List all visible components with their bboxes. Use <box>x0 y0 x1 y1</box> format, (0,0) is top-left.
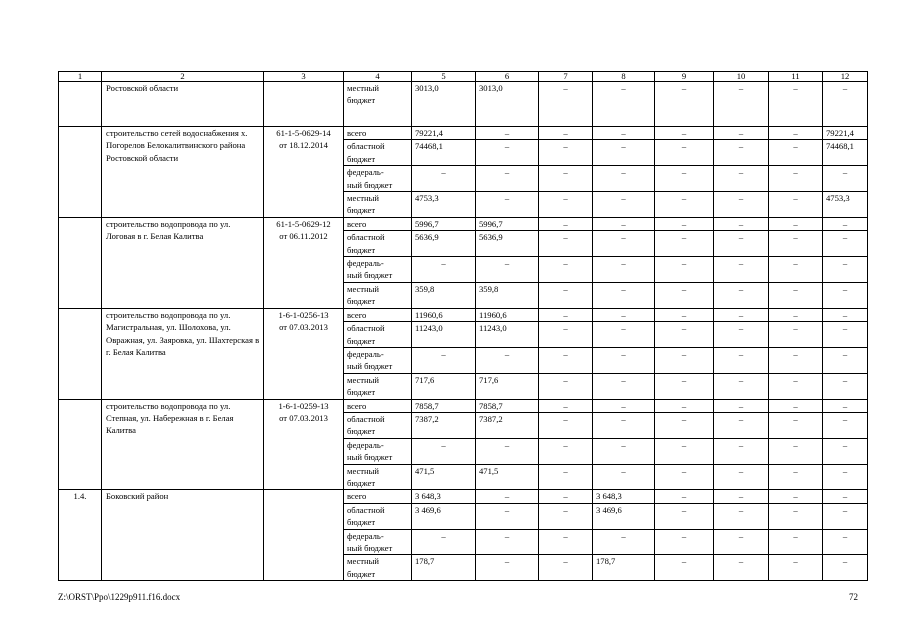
value-cell: 471,5 <box>476 464 539 490</box>
value-cell: – <box>412 347 476 373</box>
value-cell: – <box>539 308 593 321</box>
value-cell: – <box>655 140 714 166</box>
funding-source: федераль- ный бюджет <box>344 257 412 283</box>
value-cell: – <box>655 257 714 283</box>
funding-source: всего <box>344 308 412 321</box>
funding-source: всего <box>344 127 412 140</box>
value-cell: – <box>823 322 868 348</box>
funding-source: федераль- ный бюджет <box>344 347 412 373</box>
value-cell: – <box>769 82 823 127</box>
value-cell: – <box>539 529 593 555</box>
value-cell: – <box>823 308 868 321</box>
value-cell: 3 469,6 <box>593 503 655 529</box>
value-cell: 79221,4 <box>823 127 868 140</box>
value-cell: – <box>539 127 593 140</box>
value-cell: – <box>476 529 539 555</box>
funding-source: местный бюджет <box>344 555 412 581</box>
budget-table <box>58 71 868 581</box>
value-cell: – <box>769 438 823 464</box>
funding-source: местный бюджет <box>344 192 412 218</box>
value-cell: – <box>769 192 823 218</box>
object-name: строительство водопровода по ул. Логовая в г. Белая Калитва <box>102 217 264 308</box>
value-cell: – <box>593 464 655 490</box>
header-row <box>59 72 868 82</box>
value-cell: 359,8 <box>476 282 539 308</box>
funding-source: местный бюджет <box>344 464 412 490</box>
column-header: 8 <box>593 72 655 82</box>
value-cell: – <box>655 217 714 230</box>
value-cell: 717,6 <box>412 373 476 399</box>
value-cell: – <box>655 322 714 348</box>
value-cell: – <box>539 231 593 257</box>
value-cell: – <box>539 217 593 230</box>
column-header: 7 <box>539 72 593 82</box>
value-cell: – <box>476 503 539 529</box>
value-cell: 5636,9 <box>476 231 539 257</box>
value-cell: 11960,6 <box>412 308 476 321</box>
value-cell: – <box>823 373 868 399</box>
value-cell: 11243,0 <box>412 322 476 348</box>
value-cell: – <box>593 308 655 321</box>
column-header: 9 <box>655 72 714 82</box>
value-cell: – <box>593 529 655 555</box>
value-cell: – <box>714 322 769 348</box>
column-header: 10 <box>714 72 769 82</box>
document-number <box>264 82 344 127</box>
funding-source: местный бюджет <box>344 282 412 308</box>
item-number: 1.4. <box>59 490 102 581</box>
value-cell: – <box>655 503 714 529</box>
value-cell: – <box>655 399 714 412</box>
value-cell: – <box>769 127 823 140</box>
column-header: 1 <box>59 72 102 82</box>
value-cell: – <box>539 490 593 503</box>
object-name: строительство сетей водоснабжения х. Погорелов Белокалитвинского района Ростовской области <box>102 127 264 218</box>
value-cell: – <box>714 464 769 490</box>
value-cell: 5636,9 <box>412 231 476 257</box>
item-number <box>59 127 102 218</box>
value-cell: – <box>539 464 593 490</box>
value-cell: – <box>714 282 769 308</box>
value-cell: 4753,3 <box>412 192 476 218</box>
value-cell: – <box>655 166 714 192</box>
funding-source: областной бюджет <box>344 503 412 529</box>
item-number <box>59 399 102 490</box>
value-cell: – <box>655 347 714 373</box>
value-cell: – <box>655 231 714 257</box>
value-cell: – <box>714 166 769 192</box>
value-cell: – <box>593 347 655 373</box>
value-cell: 5996,7 <box>476 217 539 230</box>
value-cell: – <box>714 257 769 283</box>
value-cell: – <box>476 192 539 218</box>
value-cell: – <box>714 347 769 373</box>
value-cell: – <box>655 555 714 581</box>
value-cell: 79221,4 <box>412 127 476 140</box>
value-cell: – <box>769 257 823 283</box>
value-cell: – <box>655 373 714 399</box>
value-cell: 178,7 <box>412 555 476 581</box>
value-cell: – <box>593 438 655 464</box>
value-cell: – <box>769 140 823 166</box>
value-cell: – <box>593 322 655 348</box>
value-cell: – <box>714 308 769 321</box>
value-cell: – <box>539 555 593 581</box>
funding-source: всего <box>344 490 412 503</box>
column-header: 12 <box>823 72 868 82</box>
value-cell: – <box>412 257 476 283</box>
table-row <box>59 82 868 127</box>
item-number <box>59 82 102 127</box>
value-cell: – <box>593 257 655 283</box>
value-cell: – <box>476 438 539 464</box>
column-header: 6 <box>476 72 539 82</box>
value-cell: – <box>476 555 539 581</box>
value-cell: – <box>769 464 823 490</box>
value-cell: – <box>539 282 593 308</box>
column-header: 2 <box>102 72 264 82</box>
value-cell: – <box>412 166 476 192</box>
value-cell: – <box>476 140 539 166</box>
value-cell: – <box>769 322 823 348</box>
value-cell: – <box>593 373 655 399</box>
value-cell: – <box>655 192 714 218</box>
value-cell: – <box>823 347 868 373</box>
value-cell: – <box>539 192 593 218</box>
value-cell: – <box>593 140 655 166</box>
value-cell: – <box>769 166 823 192</box>
value-cell: – <box>823 529 868 555</box>
value-cell: – <box>593 82 655 127</box>
column-header: 3 <box>264 72 344 82</box>
value-cell: 74468,1 <box>823 140 868 166</box>
object-name: строительство водопровода по ул. Степная, ул. Набережная в г. Белая Калитва <box>102 399 264 490</box>
value-cell: – <box>593 282 655 308</box>
value-cell: – <box>823 412 868 438</box>
value-cell: – <box>655 490 714 503</box>
table-row <box>59 308 868 321</box>
value-cell: – <box>476 347 539 373</box>
value-cell: – <box>476 166 539 192</box>
item-number <box>59 217 102 308</box>
value-cell: – <box>412 438 476 464</box>
value-cell: – <box>823 555 868 581</box>
funding-source: областной бюджет <box>344 231 412 257</box>
value-cell: – <box>655 82 714 127</box>
value-cell: – <box>823 217 868 230</box>
value-cell: – <box>769 308 823 321</box>
value-cell: – <box>714 192 769 218</box>
value-cell: – <box>769 529 823 555</box>
value-cell: – <box>714 373 769 399</box>
value-cell: – <box>714 503 769 529</box>
value-cell: – <box>539 438 593 464</box>
value-cell: – <box>655 412 714 438</box>
object-name: Боковский район <box>102 490 264 581</box>
funding-source: федераль- ный бюджет <box>344 529 412 555</box>
value-cell: – <box>539 399 593 412</box>
value-cell: – <box>714 82 769 127</box>
value-cell: – <box>714 412 769 438</box>
value-cell: – <box>593 217 655 230</box>
value-cell: 3 648,3 <box>412 490 476 503</box>
column-header: 5 <box>412 72 476 82</box>
value-cell: – <box>593 192 655 218</box>
value-cell: – <box>593 412 655 438</box>
value-cell: – <box>593 231 655 257</box>
document-number: 61-1-5-0629-14 от 18.12.2014 <box>264 127 344 218</box>
funding-source: федераль- ный бюджет <box>344 438 412 464</box>
item-number <box>59 308 102 399</box>
funding-source: областной бюджет <box>344 412 412 438</box>
funding-source: всего <box>344 399 412 412</box>
value-cell: 3 648,3 <box>593 490 655 503</box>
value-cell: 5996,7 <box>412 217 476 230</box>
value-cell: – <box>593 399 655 412</box>
value-cell: – <box>714 217 769 230</box>
value-cell: 717,6 <box>476 373 539 399</box>
value-cell: – <box>655 464 714 490</box>
value-cell: – <box>769 503 823 529</box>
value-cell: – <box>655 529 714 555</box>
funding-source: всего <box>344 217 412 230</box>
value-cell: 359,8 <box>412 282 476 308</box>
value-cell: 3013,0 <box>412 82 476 127</box>
value-cell: – <box>714 529 769 555</box>
value-cell: – <box>714 438 769 464</box>
value-cell: – <box>823 399 868 412</box>
value-cell: – <box>655 438 714 464</box>
value-cell: – <box>823 231 868 257</box>
value-cell: 11960,6 <box>476 308 539 321</box>
value-cell: 7387,2 <box>476 412 539 438</box>
value-cell: – <box>769 347 823 373</box>
value-cell: 3 469,6 <box>412 503 476 529</box>
value-cell: – <box>476 127 539 140</box>
table-row <box>59 490 868 503</box>
column-header: 11 <box>769 72 823 82</box>
value-cell: – <box>769 231 823 257</box>
value-cell: – <box>823 464 868 490</box>
value-cell: 178,7 <box>593 555 655 581</box>
value-cell: – <box>539 322 593 348</box>
value-cell: – <box>539 373 593 399</box>
value-cell: – <box>769 555 823 581</box>
value-cell: – <box>539 347 593 373</box>
value-cell: – <box>539 166 593 192</box>
value-cell: – <box>412 529 476 555</box>
value-cell: 471,5 <box>412 464 476 490</box>
value-cell: – <box>823 282 868 308</box>
document-number: 1-6-1-0256-13 от 07.03.2013 <box>264 308 344 399</box>
value-cell: – <box>823 166 868 192</box>
document-number: 1-6-1-0259-13 от 07.03.2013 <box>264 399 344 490</box>
value-cell: – <box>539 82 593 127</box>
value-cell: – <box>714 555 769 581</box>
value-cell: – <box>823 438 868 464</box>
value-cell: 7858,7 <box>412 399 476 412</box>
value-cell: 74468,1 <box>412 140 476 166</box>
value-cell: – <box>769 282 823 308</box>
value-cell: – <box>823 257 868 283</box>
document-number <box>264 490 344 581</box>
value-cell: – <box>714 127 769 140</box>
value-cell: 3013,0 <box>476 82 539 127</box>
value-cell: – <box>769 217 823 230</box>
value-cell: – <box>714 140 769 166</box>
table-row <box>59 399 868 412</box>
object-name: строительство водопровода по ул. Магистральная, ул. Шолохова, ул. Овражная, ул. Заяровка, ул. Шахтерская в г. Белая Калитва <box>102 308 264 399</box>
value-cell: – <box>769 490 823 503</box>
funding-source: областной бюджет <box>344 322 412 348</box>
document-number: 61-1-5-0629-12 от 06.11.2012 <box>264 217 344 308</box>
funding-source: местный бюджет <box>344 373 412 399</box>
object-name: Ростовской области <box>102 82 264 127</box>
value-cell: – <box>823 490 868 503</box>
value-cell: – <box>769 399 823 412</box>
value-cell: – <box>823 82 868 127</box>
value-cell: – <box>714 490 769 503</box>
table-row <box>59 217 868 230</box>
column-header: 4 <box>344 72 412 82</box>
value-cell: – <box>769 412 823 438</box>
footer-page-number: 72 <box>849 592 858 602</box>
value-cell: – <box>655 127 714 140</box>
value-cell: 11243,0 <box>476 322 539 348</box>
funding-source: федераль- ный бюджет <box>344 166 412 192</box>
value-cell: – <box>539 140 593 166</box>
value-cell: – <box>823 503 868 529</box>
funding-source: местный бюджет <box>344 82 412 127</box>
value-cell: – <box>593 166 655 192</box>
footer-file-path: Z:\ORST\Ppo\1229p911.f16.docx <box>58 592 181 602</box>
value-cell: – <box>593 127 655 140</box>
value-cell: 7387,2 <box>412 412 476 438</box>
funding-source: областной бюджет <box>344 140 412 166</box>
value-cell: – <box>476 257 539 283</box>
value-cell: 7858,7 <box>476 399 539 412</box>
value-cell: 4753,3 <box>823 192 868 218</box>
table-row <box>59 127 868 140</box>
value-cell: – <box>655 282 714 308</box>
value-cell: – <box>539 412 593 438</box>
value-cell: – <box>476 490 539 503</box>
value-cell: – <box>769 373 823 399</box>
value-cell: – <box>539 503 593 529</box>
value-cell: – <box>714 399 769 412</box>
value-cell: – <box>655 308 714 321</box>
value-cell: – <box>714 231 769 257</box>
value-cell: – <box>539 257 593 283</box>
